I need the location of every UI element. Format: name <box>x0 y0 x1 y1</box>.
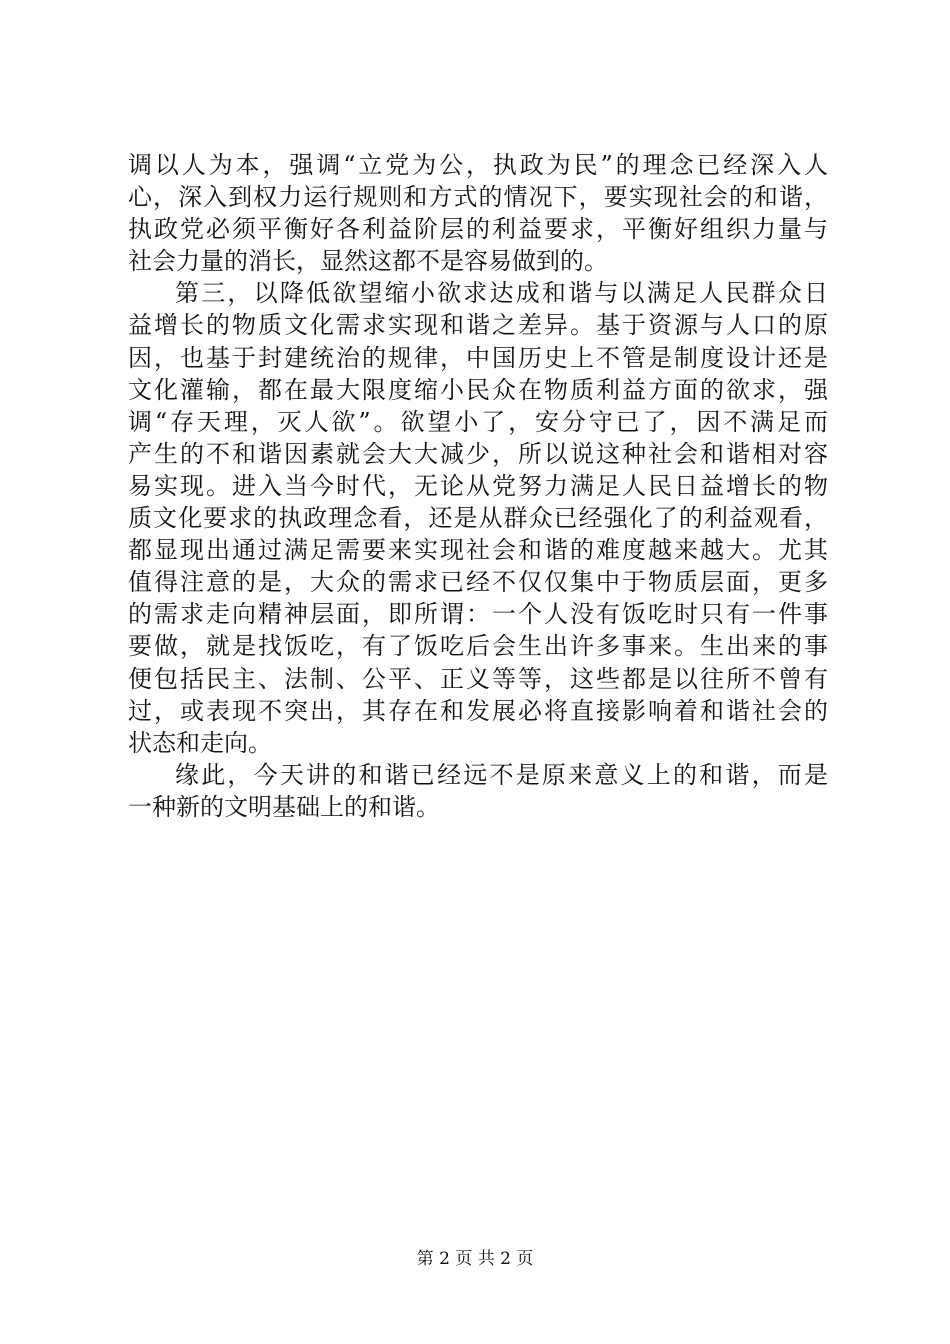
paragraph-continuation <box>128 149 828 277</box>
text-line: 第三，以降低欲望缩小欲求达成和谐与以满足人民群众日 <box>175 279 828 308</box>
text-line: 执政党必须平衡好各利益阶层的利益要求，平衡好组织力量与 <box>128 215 828 244</box>
text-line: 益增长的物质文化需求实现和谐之差异。基于资源与人口的原 <box>128 311 828 340</box>
text-line: 过，或表现不突出，其存在和发展必将直接影响着和谐社会的 <box>128 696 828 725</box>
text-line: 因，也基于封建统治的规律，中国历史上不管是制度设计还是 <box>128 343 828 372</box>
text-line: 要做，就是找饭吃，有了饭吃后会生出许多事来。生出来的事 <box>128 632 828 661</box>
paragraph-conclusion <box>128 759 828 823</box>
paragraph-third-point <box>128 277 828 758</box>
text-line: 调“存天理，灭人欲”。欲望小了，安分守已了，因不满足而 <box>128 407 828 436</box>
text-line: 调以人为本，强调“立党为公，执政为民”的理念已经深入人 <box>128 151 828 179</box>
text-line: 的需求走向精神层面，即所谓：一个人没有饭吃时只有一件事 <box>128 600 828 629</box>
text-line: 易实现。进入当今时代，无论从党努力满足人民日益增长的物 <box>128 471 828 500</box>
text-line: 都显现出通过满足需要来实现社会和谐的难度越来越大。尤其 <box>128 536 828 565</box>
page-number-footer: 第 2 页 共 2 页 <box>416 1249 534 1269</box>
text-line: 心，深入到权力运行规则和方式的情况下，要实现社会的和谐， <box>128 183 828 212</box>
document-body <box>128 149 828 823</box>
text-line: 一种新的文明基础上的和谐。 <box>128 792 440 821</box>
text-line: 产生的不和谐因素就会大大减少，所以说这种社会和谐相对容 <box>128 439 828 468</box>
text-line: 便包括民主、法制、公平、正义等等，这些都是以往所不曾有 <box>128 664 828 693</box>
text-line: 质文化要求的执政理念看，还是从群众已经强化了的利益观看， <box>128 504 828 533</box>
text-line: 状态和走向。 <box>128 728 272 757</box>
text-line: 文化灌输，都在最大限度缩小民众在物质利益方面的欲求，强 <box>128 375 828 404</box>
text-line: 社会力量的消长，显然这都不是容易做到的。 <box>128 247 608 276</box>
text-line: 值得注意的是，大众的需求已经不仅仅集中于物质层面，更多 <box>128 568 828 597</box>
text-line: 缘此，今天讲的和谐已经远不是原来意义上的和谐，而是 <box>175 760 828 789</box>
